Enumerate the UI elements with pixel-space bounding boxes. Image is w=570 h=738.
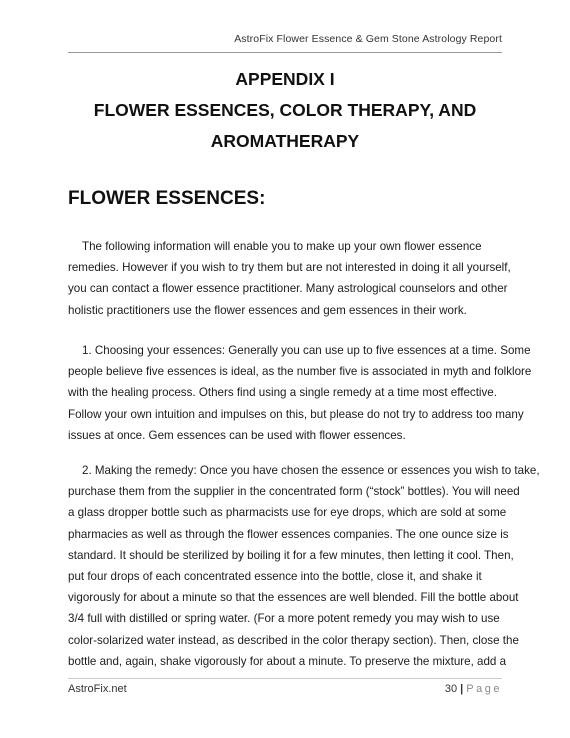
- header-divider: [68, 52, 502, 53]
- page-number: 30: [444, 683, 458, 695]
- paragraph-line: standard. It should be sterilized by boiling it for a few minutes, then letting it cool. Then,: [68, 548, 514, 562]
- section-heading: FLOWER ESSENCES:: [68, 188, 266, 209]
- appendix-title-line-1: APPENDIX I: [235, 69, 335, 89]
- paragraph-line: issues at once. Gem essences can be used with flower essences.: [68, 428, 406, 442]
- footer-site-name: AstroFix.net: [68, 683, 127, 695]
- paragraph-line: people believe five essences is ideal, as the number five is associated in myth and folklore: [68, 365, 532, 379]
- paragraph-line: The following information will enable you to make up your own flower essence: [82, 240, 482, 253]
- paragraph-line: Follow your own intuition and impulses on this, but please do not try to address too many: [68, 407, 524, 421]
- paragraph-line: put four drops of each concentrated essence into the bottle, close it, and shake it: [68, 570, 482, 584]
- paragraph-line: remedies. However if you wish to try them but are not interested in doing it all yourself,: [68, 261, 511, 275]
- paragraph-line: pharmacies as well as through the flower essences companies. The one ounce size is: [68, 527, 509, 541]
- paragraph-line: 2. Making the remedy: Once you have chosen the essence or essences you wish to take,: [82, 464, 540, 477]
- paragraph-line: you can contact a flower essence practitioner. Many astrological counselors and other: [68, 282, 508, 296]
- page-separator: |: [460, 683, 464, 695]
- paragraph-intro: [68, 236, 511, 321]
- paragraph-line: with the healing process. Others find using a single remedy at a time most effective.: [68, 386, 497, 400]
- paragraph-line: 1. Choosing your essences: Generally you can use up to five essences at a time. Some: [82, 344, 531, 357]
- paragraph-line: purchase them from the supplier in the concentrated form (“stock” bottles). You will need: [68, 485, 520, 499]
- paragraph-making-remedy: [68, 460, 540, 672]
- paragraph-line: 3/4 full with distilled or spring water. (For a more potent remedy you may wish to use: [68, 612, 500, 626]
- footer-page-indicator: [445, 683, 502, 695]
- page-label: Page: [466, 683, 502, 695]
- paragraph-line: holistic practitioners use the flower essences and gem essences in their work.: [68, 303, 467, 317]
- appendix-title: [0, 64, 570, 157]
- paragraph-line: bottle and, again, shake vigorously for about a minute. To preserve the mixture, add a: [68, 654, 507, 668]
- paragraph-line: vigorously for about a minute so that the essences are well blended. Fill the bottle about: [68, 591, 519, 605]
- running-header: AstroFix Flower Essence & Gem Stone Astrology Report: [234, 33, 502, 45]
- paragraph-choosing-essences: [68, 340, 532, 446]
- appendix-title-line-2: FLOWER ESSENCES, COLOR THERAPY, AND: [93, 100, 477, 120]
- paragraph-line: color-solarized water instead, as described in the color therapy section). Then, close the: [68, 633, 519, 647]
- appendix-title-line-3: AROMATHERAPY: [210, 131, 360, 151]
- paragraph-line: a glass dropper bottle such as pharmacists use for eye drops, which are sold at some: [68, 506, 507, 520]
- footer-divider: [68, 678, 502, 679]
